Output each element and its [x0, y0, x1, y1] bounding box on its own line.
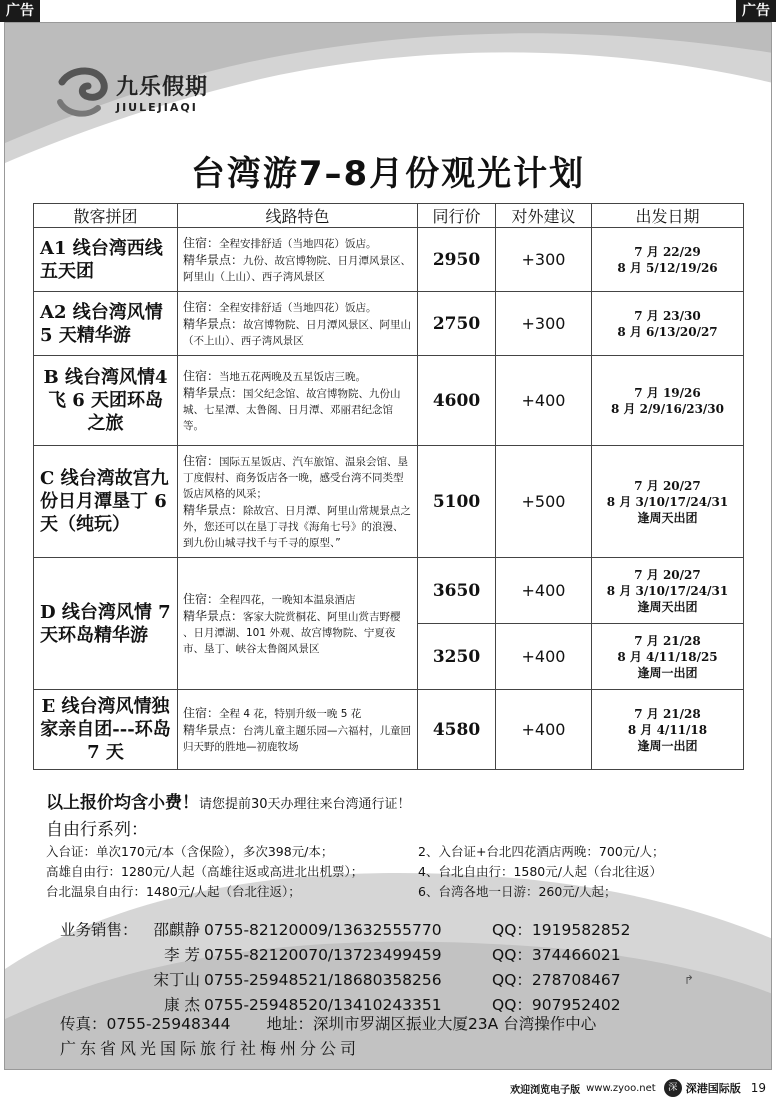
- tour-dates: 7 月 20/27 8 月 3/10/17/24/31 逢周天出团: [592, 446, 744, 558]
- brand-logo: [52, 62, 208, 122]
- table-header-row: [34, 204, 744, 228]
- table-row: [34, 558, 744, 624]
- fax-number: 传真：0755-25948344: [60, 1015, 231, 1033]
- footer-url[interactable]: www.zyoo.net: [586, 1082, 656, 1094]
- tour-price: 3250: [418, 624, 496, 690]
- tour-dates: 7 月 20/27 8 月 3/10/17/24/31 逢周天出团: [592, 558, 744, 624]
- tour-name: D 线台湾风情 7 天环岛精华游: [34, 558, 178, 690]
- brand-name-en: JIULEJIAQI: [116, 101, 198, 114]
- cursor-icon: ↱: [684, 973, 695, 987]
- tour-route: 住宿：全程四花，一晚知本温泉酒店 精华景点：客家大院赏桐花、阿里山赏吉野樱 、日月潭湖、101 外观、故宫博物院、宁夏夜市、垦丁、峡谷太鲁阁风景区: [178, 558, 418, 690]
- tour-name: E 线台湾风情独家亲自团---环岛 7 天: [34, 690, 178, 770]
- tour-table: [33, 203, 744, 770]
- tour-price: 2750: [418, 292, 496, 356]
- contact-qq: QQ：907952402: [492, 996, 621, 1014]
- sales-label: 业务销售：: [60, 921, 138, 939]
- edition-badge-icon: 深: [664, 1079, 682, 1097]
- contact-name: 宋丁山: [153, 971, 200, 989]
- page-title: 台湾游7–8月份观光计划: [190, 154, 586, 194]
- contact-row: [60, 943, 720, 968]
- col-header-group: 散客拼团: [34, 204, 178, 228]
- tour-price: 4580: [418, 690, 496, 770]
- col-header-route: 线路特色: [178, 204, 418, 228]
- contact-row: [60, 968, 720, 993]
- tour-route: 住宿：当地五花两晚及五星饭店三晚。 精华景点：国父纪念馆、故宫博物院、九份山城、七星潭、太鲁阁、日月潭、邓丽君纪念馆等。: [178, 356, 418, 446]
- fax-address-line: [60, 1012, 596, 1034]
- tour-price: 2950: [418, 228, 496, 292]
- contact-phone: 0755-82120070/13723499459: [204, 946, 442, 964]
- footer-welcome: 欢迎浏览电子版: [510, 1084, 581, 1096]
- page-number: 19: [750, 1081, 766, 1095]
- contact-qq: QQ：1919582852: [492, 921, 631, 939]
- list-item: 高雄自由行：1280元/人起（高雄往返或高进北出机票）；: [46, 864, 364, 879]
- tour-suggest: +300: [496, 292, 592, 356]
- tour-price: 5100: [418, 446, 496, 558]
- tour-suggest: +400: [496, 690, 592, 770]
- tour-route: 住宿：国际五星饭店、汽车旅馆、温泉会馆、垦丁度假村、商务饭店各一晚，感受台湾不同类型饭店风格的风采； 精华景点：除故宫、日月潭、阿里山常规景点之外，您还可以在垦丁寻找《海角七号》的浪漫、到九份山城寻找千与千寻的原型、”: [178, 446, 418, 558]
- tour-route: 住宿：全程安排舒适（当地四花）饭店。 精华景点：九份、故宫博物院、日月潭风景区、阿里山（上山）、西子湾风景区: [178, 228, 418, 292]
- company-name: 广东省风光国际旅行社梅州分公司: [60, 1039, 361, 1058]
- contact-row: [60, 918, 720, 943]
- contact-phone: 0755-82120009/13632555770: [204, 921, 442, 939]
- col-header-dates: 出发日期: [592, 204, 744, 228]
- tour-name: A2 线台湾风情5 天精华游: [34, 292, 178, 356]
- tour-route: 住宿：全程安排舒适（当地四花）饭店。 精华景点：故宫博物院、日月潭风景区、阿里山（不上山）、西子湾风景区: [178, 292, 418, 356]
- contact-name: 李 芳: [164, 946, 200, 964]
- tour-dates: 7 月 22/29 8 月 5/12/19/26: [592, 228, 744, 292]
- contact-phone: 0755-25948521/18680358256: [204, 971, 442, 989]
- list-item: 入台证：单次170元/本（含保险），多次398元/本；: [46, 844, 334, 859]
- ad-label-left: 广告: [0, 0, 40, 22]
- tour-suggest: +500: [496, 446, 592, 558]
- list-item: 4、台北自由行：1580元/人起（台北往返）: [418, 864, 662, 879]
- page-footer: [510, 1078, 766, 1098]
- list-item: 2、入台证+台北四花酒店两晚：700元/人；: [418, 844, 665, 859]
- tour-name: A1 线台湾西线五天团: [34, 228, 178, 292]
- tour-suggest: +400: [496, 356, 592, 446]
- notes-section: [46, 788, 746, 902]
- footer-edition: 深港国际版: [685, 1082, 741, 1095]
- tour-dates: 7 月 21/28 8 月 4/11/18/25 逢周一出团: [592, 624, 744, 690]
- ad-label-right: 广告: [736, 0, 776, 22]
- swirl-logo-icon: [52, 62, 112, 122]
- passport-note: 请您提前30天办理往来台湾通行证！: [199, 797, 411, 812]
- contact-name: 邵麒静: [153, 921, 200, 939]
- tour-price: 3650: [418, 558, 496, 624]
- contact-qq: QQ：374466021: [492, 946, 621, 964]
- table-row: [34, 356, 744, 446]
- list-item: 6、台湾各地一日游：260元/人起；: [418, 884, 617, 899]
- tour-name: B 线台湾风情4 飞 6 天团环岛之旅: [34, 356, 178, 446]
- office-address: 地址：深圳市罗湖区振业大厦23A 台湾操作中心: [266, 1015, 597, 1033]
- tour-dates: 7 月 19/26 8 月 2/9/16/23/30: [592, 356, 744, 446]
- price-note: 以上报价均含小费！请您提前30天办理往来台湾通行证！: [46, 793, 411, 813]
- tour-name: C 线台湾故宫九份日月潭垦丁 6 天（纯玩）: [34, 446, 178, 558]
- tour-route: 住宿：全程 4 花，特别升级一晚 5 花 精华景点：台湾儿童主题乐园—六福村，儿童回归天野的胜地—初鹿牧场: [178, 690, 418, 770]
- tour-suggest: +400: [496, 624, 592, 690]
- free-travel-heading: 自由行系列：: [46, 820, 148, 840]
- contact-name: 康 杰: [164, 996, 200, 1014]
- table-row: [34, 292, 744, 356]
- contact-qq: QQ：278708467: [492, 971, 621, 989]
- col-header-suggest: 对外建议: [496, 204, 592, 228]
- table-row: [34, 228, 744, 292]
- free-travel-options: [46, 842, 746, 902]
- table-row: [34, 690, 744, 770]
- sales-contacts: [60, 918, 720, 1018]
- brand-name-cn: 九乐假期: [116, 75, 209, 100]
- contact-phone: 0755-25948520/13410243351: [204, 996, 442, 1014]
- tour-suggest: +300: [496, 228, 592, 292]
- tour-dates: 7 月 23/30 8 月 6/13/20/27: [592, 292, 744, 356]
- table-row: [34, 446, 744, 558]
- list-item: 台北温泉自由行：1480元/人起（台北往返）；: [46, 884, 301, 899]
- col-header-price: 同行价: [418, 204, 496, 228]
- tour-dates: 7 月 21/28 8 月 4/11/18 逢周一出团: [592, 690, 744, 770]
- tour-suggest: +400: [496, 558, 592, 624]
- tour-price: 4600: [418, 356, 496, 446]
